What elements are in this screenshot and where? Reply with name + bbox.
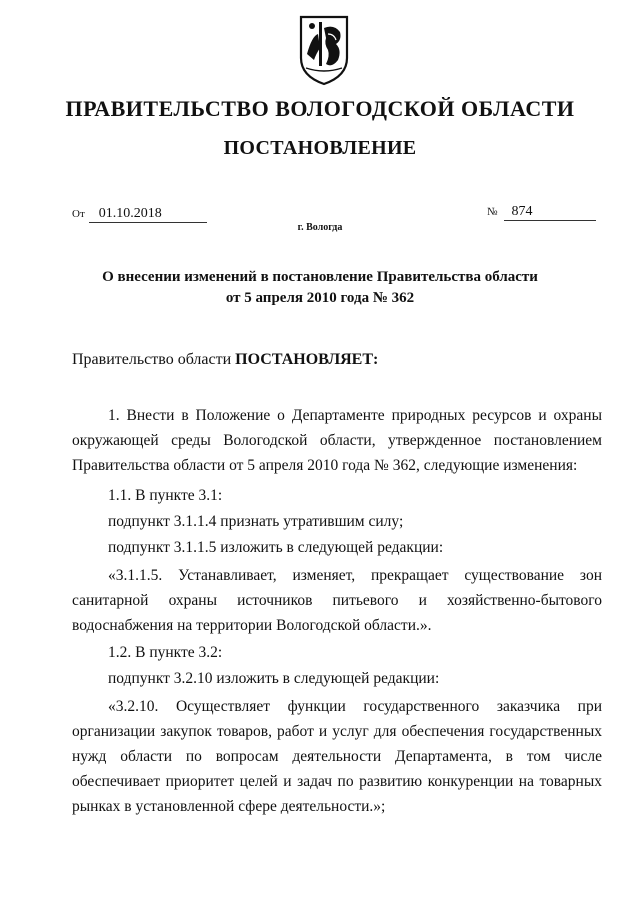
date-value: 01.10.2018 bbox=[89, 206, 207, 223]
paragraph-1: 1. Внести в Положение о Департаменте природных ресурсов и охраны окружающей среды Вологодской области, утвержденное постановлением Правительства области от 5 апреля 2010 года № 362, следующие изменения: bbox=[72, 407, 602, 474]
decree-line bbox=[72, 351, 378, 369]
number-label: № bbox=[487, 206, 498, 218]
paragraph-1-2: 1.2. В пункте 3.2: bbox=[108, 644, 223, 661]
city-label: г. Вологда bbox=[297, 222, 343, 233]
paragraph-subitem-3115: подпункт 3.1.1.5 изложить в следующей редакции: bbox=[108, 539, 444, 556]
date-field bbox=[72, 206, 207, 223]
paragraph-3210-text: «3.2.10. Осуществляет функции государственного заказчика при организации закупок товаров, работ и услуг для обеспечения государственных нужд области по вопросам деятельности Департамента, в том числе обеспечивает приоритет целей и задач по развитию конкуренции на товарных рынках в установленной сфере деятельности.»; bbox=[72, 698, 602, 815]
number-field bbox=[487, 204, 596, 221]
date-label: От bbox=[72, 208, 85, 220]
paragraph-1-1: 1.1. В пункте 3.1: bbox=[108, 487, 223, 504]
paragraph-subitem-3210: подпункт 3.2.10 изложить в следующей редакции: bbox=[108, 670, 440, 687]
number-value: 874 bbox=[504, 204, 596, 221]
document-type: ПОСТАНОВЛЕНИЕ bbox=[223, 137, 417, 159]
coat-of-arms-icon bbox=[298, 14, 350, 86]
heading-line-1: О внесении изменений в постановление Правительства области bbox=[102, 269, 538, 285]
heading-line-2: от 5 апреля 2010 года № 362 bbox=[225, 290, 415, 306]
government-title: ПРАВИТЕЛЬСТВО ВОЛОГОДСКОЙ ОБЛАСТИ bbox=[65, 96, 575, 121]
decree-prefix: Правительство области bbox=[72, 351, 232, 368]
paragraph-3115-text: «3.1.1.5. Устанавливает, изменяет, прекращает существование зон санитарной охраны источников питьевого и хозяйственно-бытового водоснабжения на территории Вологодской области.». bbox=[72, 567, 602, 634]
paragraph-subitem-3114: подпункт 3.1.1.4 признать утратившим силу; bbox=[108, 513, 404, 530]
decree-word: ПОСТАНОВЛЯЕТ: bbox=[235, 351, 379, 368]
document-heading bbox=[0, 267, 640, 309]
